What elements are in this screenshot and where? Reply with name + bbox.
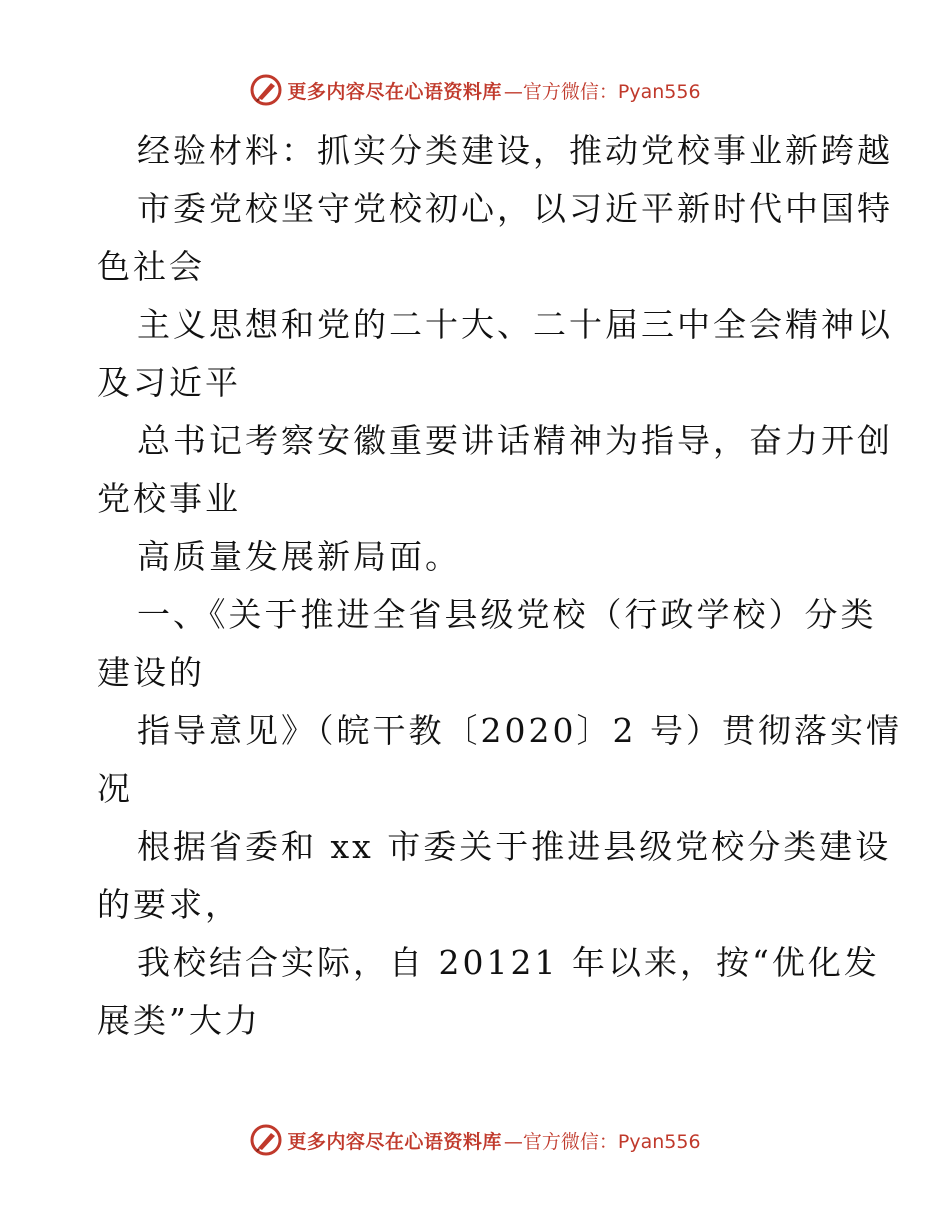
document-line: 建设的 bbox=[97, 653, 205, 692]
watermark-site-text: 更多内容尽在心语资料库 bbox=[287, 80, 502, 103]
document-line: 总书记考察安徽重要讲话精神为指导，奋力开创 bbox=[137, 421, 893, 460]
watermark-banner-bottom bbox=[0, 1120, 950, 1160]
document-line: 指导意见》（皖干教〔2020〕2 号）贯彻落实情 bbox=[137, 711, 902, 750]
document-line: 展类”大力 bbox=[97, 1001, 261, 1040]
document-line: 色社会 bbox=[97, 247, 205, 286]
document-body bbox=[97, 122, 902, 1050]
watermark-contact-text: —官方微信：Pyan556 bbox=[503, 1130, 701, 1153]
document-line: 我校结合实际，自 20121 年以来，按“优化发 bbox=[137, 943, 880, 982]
pen-logo-icon bbox=[249, 73, 283, 107]
document-line: 及习近平 bbox=[97, 363, 241, 402]
document-line: 况 bbox=[97, 769, 133, 808]
watermark-site-text: 更多内容尽在心语资料库 bbox=[287, 1130, 502, 1153]
pen-logo-icon bbox=[249, 1123, 283, 1157]
watermark-banner-top bbox=[0, 70, 950, 110]
document-line: 根据省委和 xx 市委关于推进县级党校分类建设 bbox=[137, 827, 892, 866]
document-line: 的要求， bbox=[97, 885, 241, 924]
watermark-contact-text: —官方微信：Pyan556 bbox=[503, 80, 701, 103]
document-line: 主义思想和党的二十大、二十届三中全会精神以 bbox=[137, 305, 893, 344]
document-line: 一、《关于推进全省县级党校（行政学校）分类 bbox=[137, 595, 877, 634]
document-line: 市委党校坚守党校初心，以习近平新时代中国特 bbox=[137, 189, 893, 228]
document-line: 高质量发展新局面。 bbox=[137, 537, 461, 576]
document-line: 经验材料：抓实分类建设，推动党校事业新跨越 bbox=[137, 131, 893, 170]
document-line: 党校事业 bbox=[97, 479, 241, 518]
